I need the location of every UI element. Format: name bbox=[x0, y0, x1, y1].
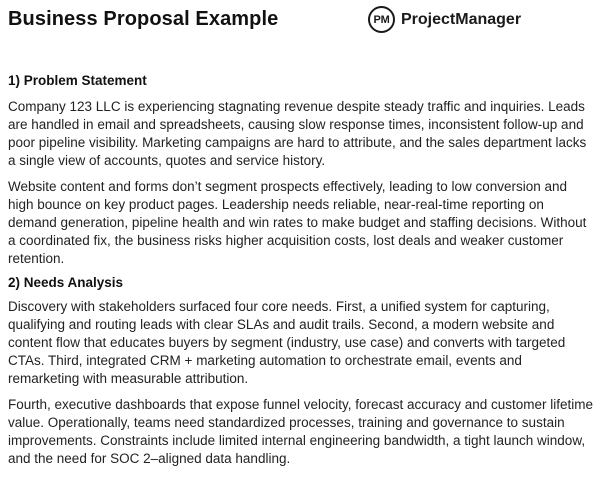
document-body bbox=[8, 72, 594, 468]
paragraph-problem-1: Company 123 LLC is experiencing stagnating revenue despite steady traffic and inquiries. Leads are handled in email and spreadsheets, causing slow response times, inconsistent follow-up and poor pipeline visibility. Marketing campaigns are hard to attribute, and the sales department lacks a single view of accounts, quotes and service history. bbox=[8, 99, 587, 168]
pm-logo-icon: PM bbox=[368, 6, 395, 33]
paragraph-problem-2: Website content and forms don’t segment prospects effectively, leading to low conversion and high bounce on key product pages. Leadership needs reliable, near-real-time reporting on demand generation, pipeline health and win rates to make budget and staffing decisions. Without a coordinated fix, the business risks higher acquisition costs, lost deals and weaker customer retention. bbox=[8, 179, 587, 266]
paragraph-needs-2: Fourth, executive dashboards that expose funnel velocity, forecast accuracy and customer lifetime value. Operationally, teams need standardized processes, training and governance to sustain improvements. Constraints include limited internal engineering bandwidth, a tight launch window, and the need for SOC 2–aligned data handling. bbox=[8, 397, 594, 466]
brand-name: ProjectManager bbox=[401, 10, 522, 28]
paragraph-needs-1: Discovery with stakeholders surfaced four core needs. First, a unified system for capturing, qualifying and routing leads with clear SLAs and audit trails. Second, a modern website and content flow that educates buyers by segment (industry, use case) and converts with targeted CTAs. Third, integrated CRM + marketing automation to orchestrate email, events and remarketing with measurable attribution. bbox=[8, 299, 566, 386]
page-title: Business Proposal Example bbox=[8, 8, 279, 30]
section-heading-needs-analysis: 2) Needs Analysis bbox=[8, 275, 124, 290]
section-heading-problem-statement: 1) Problem Statement bbox=[8, 73, 147, 88]
document-header bbox=[0, 0, 600, 48]
brand-logo bbox=[368, 6, 521, 33]
